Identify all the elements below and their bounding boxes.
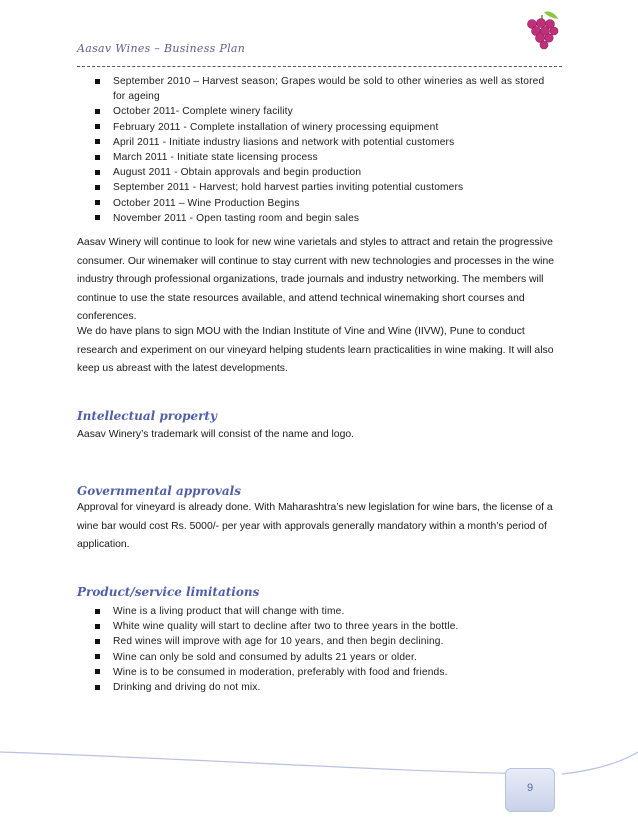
grapes-logo-icon xyxy=(522,10,562,50)
list-item: September 2011 - Harvest; hold harvest parties inviting potential customers xyxy=(93,180,558,195)
paragraph-approvals: Approval for vineyard is already done. With Maharashtra’s new legislation for wine bars, the license of a wine bar would cost Rs. 5000/- per year with approvals generally mandatory within a month’s period of application. xyxy=(77,502,553,551)
paragraph-trademark: Aasav Winery’s trademark will consist of the name and logo. xyxy=(77,429,355,440)
heading-product-limitations: Product/service limitations xyxy=(77,585,260,599)
list-item: Wine is to be consumed in moderation, preferably with food and friends. xyxy=(93,665,558,680)
list-item: November 2011 - Open tasting room and begin sales xyxy=(93,211,558,226)
heading-governmental-approvals: Governmental approvals xyxy=(77,484,241,498)
paragraph-iivw-mou: We do have plans to sign MOU with the Indian Institute of Vine and Wine (IIVW), Pune to conduct research and experiment on our vineyard helping students learn practicalities in wine making. It will also keep us abreast with the latest developments. xyxy=(77,326,554,375)
header-divider xyxy=(77,66,562,67)
list-item: October 2011- Complete winery facility xyxy=(93,104,558,119)
paragraph-winery-plans: Aasav Winery will continue to look for new wine varietals and styles to attract and retain the progressive consumer. Our winemaker will continue to stay current with new technologies and processes in the wine industry through professional organizations, trade journals and industry networking. The members will continue to use the state resources available, and attend technical winemaking short courses and conferences. xyxy=(77,237,555,323)
heading-intellectual-property: Intellectual property xyxy=(77,409,217,423)
list-item: February 2011 - Complete installation of winery processing equipment xyxy=(93,120,558,135)
list-item: March 2011 - Initiate state licensing process xyxy=(93,150,558,165)
limitations-list xyxy=(93,604,558,695)
page-number-badge xyxy=(505,768,555,812)
list-item: Wine can only be sold and consumed by adults 21 years or older. xyxy=(93,650,558,665)
document-header-title: Aasav Wines – Business Plan xyxy=(77,42,246,55)
list-item: Drinking and driving do not mix. xyxy=(93,680,558,695)
timeline-list xyxy=(93,74,558,226)
list-item: White wine quality will start to decline after two to three years in the bottle. xyxy=(93,619,558,634)
list-item: September 2010 – Harvest season; Grapes would be sold to other wineries as well as stored for ageing xyxy=(93,74,558,104)
list-item: Wine is a living product that will change with time. xyxy=(93,604,558,619)
list-item: August 2011 - Obtain approvals and begin production xyxy=(93,165,558,180)
page-number: 9 xyxy=(526,782,534,794)
list-item: Red wines will improve with age for 10 years, and then begin declining. xyxy=(93,634,558,649)
list-item: April 2011 - Initiate industry liasions and network with potential customers xyxy=(93,135,558,150)
list-item: October 2011 – Wine Production Begins xyxy=(93,196,558,211)
